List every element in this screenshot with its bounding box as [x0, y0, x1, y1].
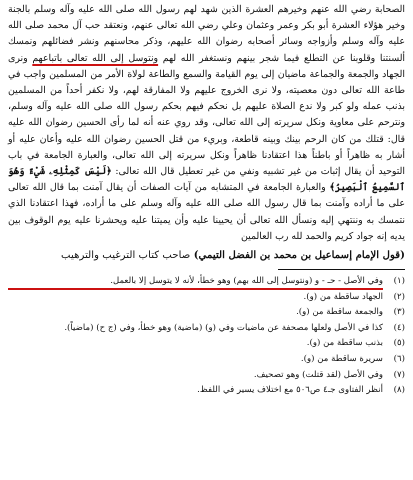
footnote-text: بذنب ساقطة من (و).	[306, 338, 383, 349]
footnote-text: وفي الأصل - حـ - و (ونتوسل إلى الله بهم) وهو خطأ، لأنه لا يتوسل إلا بالعمل.	[110, 276, 383, 287]
footnote	[8, 274, 405, 290]
attribution	[8, 247, 405, 264]
footnote	[8, 321, 405, 337]
footnote	[8, 383, 405, 399]
footnote-number: (٤)	[393, 322, 405, 333]
footnote-number: (٢)	[393, 291, 405, 302]
footnotes	[8, 274, 405, 399]
footnote-number: (٨)	[393, 385, 405, 396]
paragraph	[8, 2, 405, 245]
footnote	[8, 352, 405, 368]
footnote-number: (٥)	[393, 338, 405, 349]
underlined-phrase: ونتوسل إلى الله تعالى باتباعهم	[32, 52, 159, 64]
footnote-text: وفي الأصل (لقد قتلت) وهو تصحيف.	[253, 369, 383, 380]
footnote	[8, 368, 405, 384]
footnote-text: الجهاد ساقطة من (و).	[303, 291, 383, 302]
paragraph-text: الصحابة رضي الله عنهم وخيرهم العشرة الذين شهد لهم رسول الله صلى الله عليه وآله وسلم بالجنة وخير هؤلاء العشرة أبو بكر وعمر وعثمان وعلي رضي الله تعالى عنهم، ونعتقد حب آل محمد صلى الله عليه وآله وسلم وأزواجه وسائر أصحابه رضوان الله عليهم، وذكر محاسنهم ونشر فضائلهم ونمسك ألسنتنا وقلوبنا عن التطلع فيما شجر بينهم ونستغفر الله لهم	[8, 4, 406, 64]
footnote-text: أنظر الفتاوى جـ٤ ص٥٠٦ مع اختلاف يسير في اللفظ.	[197, 385, 383, 396]
footnote-number: (٦)	[393, 354, 405, 365]
footnote-number: (٣)	[393, 307, 405, 318]
footnote-number: (٧)	[393, 369, 405, 380]
paragraph-text: والعبارة الجامعة في المتشابه من آيات الصفات أن يقال آمنت بما قال الله تعالى على ما أراده وآمنت بما قال رسول الله صلى الله عليه وآله وسلم على ما أراده، فهذا اعتقادنا الذي نتمسك به وننتهي إليه ونسأل الله تعالى أن يحيينا عليه وأن يميتنا عليه ويحشرنا عليه يوم الوقوف بين يديه إنه جواد كريم والحمد لله رب العالمين	[8, 182, 405, 242]
footnote	[8, 336, 405, 352]
footnote-text: كذا في الأصل ولعلها مصحفة عن ماضيات وفي (و) (ماضية) وهو خطأ، وفي (ج ح) (ماضياً).	[64, 322, 383, 333]
footnote-number: (١)	[393, 276, 405, 287]
footnote-text: سريرة ساقطة من (و).	[300, 354, 383, 365]
attribution-rest: صاحب كتاب الترغيب والترهيب	[61, 250, 191, 262]
footnote	[8, 290, 405, 306]
footnote-text: والجمعة ساقطة من (و).	[296, 307, 383, 318]
attribution-name: (قول الإمام إسماعيل بن محمد بن الفضل التيمي)	[193, 249, 405, 262]
quran-verse: ﴿لَيْسَ كَمِثْلِهِۦ شَيْءٌ وَهُوَ ٱلسَّمِيعُ ٱلْبَصِيرُ﴾	[8, 166, 406, 194]
footnote-separator	[278, 269, 405, 270]
paragraph-text: ونرى الجهاد والجمعة والجماعة ماضيان إلى يوم القيامة والسمع والطاعة لولاة الأمر من المسلمين واجب في طاعة الله تعالى دون معصيته، ولا نرى الخروج عليهم ولا المفارقة لهم، ولا نكفر أحداً من المسلمين بذنب عمله ولو كبر ولا ندع الصلاة عليهم بل نحكم فيهم بحكم رسول الله صلى الله عليه وآله وسلم، ونترحم على معاوية ونكل سريرته إلى الله تعالى، وقد روي عنه أنه لما رأى الحسين رضوان الله عليه قال: قتلك من كان الرحم بينك وبينه قاطعة، وبريء من قتل الحسين رضوان الله عليه وأعان عليه أو أشار به ظاهراً أو باطناً هذا اعتقادنا ظاهراً ونكل سريرته إلى الله تعالى، والعبارة الجامعة في باب التوحيد أن يقال إثبات من غير تشبيه ونفي من غير تعطيل قال الله تعالى:	[8, 52, 406, 178]
footnote	[8, 305, 405, 321]
main-text	[8, 2, 405, 245]
